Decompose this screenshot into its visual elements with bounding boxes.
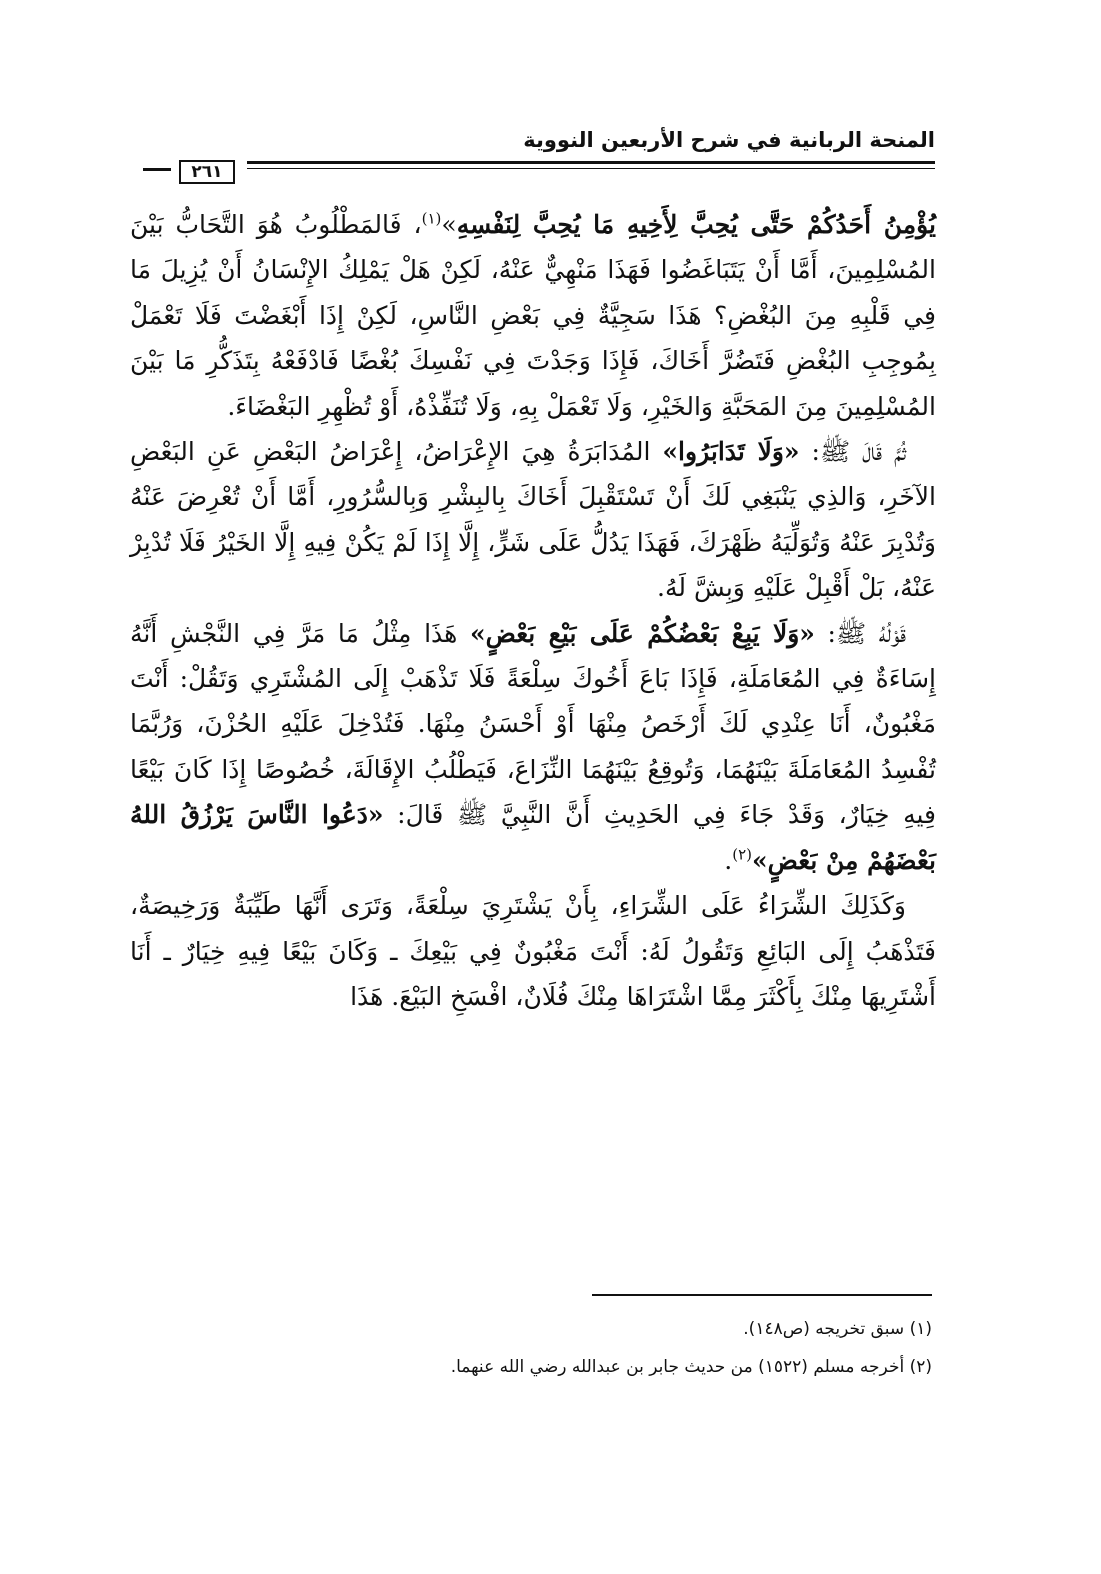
paragraph-4	[130, 883, 936, 1019]
hadith-quote: يُؤْمِنُ أَحَدُكُمْ حَتَّى يُحِبَّ لِأَخِيهِ مَا يُحِبَّ لِنَفْسِهِ	[456, 210, 936, 239]
footnote-ref-1: (١)	[421, 209, 442, 228]
paragraph-text: ، فَالمَطْلُوبُ هُوَ التَّحَابُّ بَيْنَ المُسْلِمِينَ، أَمَّا أَنْ يَتَبَاغَضُوا فَهَذَا مَنْهِيٌّ عَنْهُ، لَكِنْ هَلْ يَمْلِكُ الإِنْسَانُ أَنْ يُزِيلَ مَا فِي قَلْبِهِ مِنَ البُغْضِ؟ هَذَا سَجِيَّةٌ فِي بَعْضِ النَّاسِ، لَكِنْ إِذَا أَبْغَضْتَ فَلَا تَعْمَلْ بِمُوجِبِ البُغْضِ فَتَضُرَّ أَخَاكَ، فَإِذَا وَجَدْتَ فِي نَفْسِكَ بُغْضًا فَادْفَعْهُ بِتَذَكُّرِ مَا بَيْنَ المُسْلِمِينَ مِنَ المَحَبَّةِ وَالخَيْرِ، وَلَا تَعْمَلْ بِهِ، وَلَا تُنَفِّذْهُ، أَوْ تُظْهِرِ البَغْضَاءَ.	[130, 210, 936, 421]
hadith-quote: «وَلَا يَبِعْ بَعْضُكُمْ عَلَى بَيْعِ بَعْضٍ»	[469, 618, 815, 648]
paragraph-3: قَوْلُهُ ﷺ: «وَلَا يَبِعْ بَعْضُكُمْ عَلَى بَيْعِ بَعْضٍ» هَذَا مِثْلُ مَا مَرَّ فِي النَّجْشِ أَنَّهُ إِسَاءَةٌ فِي المُعَامَلَةِ، فَإِذَا بَاعَ أَخُوكَ سِلْعَةً فَلَا تَذْهَبْ إِلَى المُشْتَرِي وَتَقُلْ: أَنْتَ مَغْبُونٌ، أَنَا عِنْدِي لَكَ أَرْخَصُ مِنْهَا أَوْ أَحْسَنُ مِنْهَا. فَتُدْخِلَ عَلَيْهِ الحُزْنَ، وَرُبَّمَا تُفْسِدُ المُعَامَلَةَ بَيْنَهُمَا، وَتُوقِعُ بَيْنَهُمَا النِّزَاعَ، فَيَطْلُبُ الإِقَالَةَ، خُصُوصًا إِذَا كَانَ بَيْعًا فِيهِ خِيَارٌ، وَقَدْ جَاءَ فِي الحَدِيثِ أَنَّ النَّبِيَّ ﷺ قَالَ: «دَعُوا النَّاسَ يَرْزُقُ اللهُ بَعْضَهُمْ مِنْ بَعْضٍ»$^{(٢)}$.	[130, 618, 936, 875]
paragraph-2	[130, 429, 936, 611]
footnote-divider	[592, 1294, 932, 1296]
paragraph-text: هَذَا مِثْلُ مَا مَرَّ فِي النَّجْشِ أَنَّهُ إِسَاءَةٌ فِي المُعَامَلَةِ، فَإِذَا بَاعَ أَخُوكَ سِلْعَةً فَلَا تَذْهَبْ إِلَى المُشْتَرِي وَتَقُلْ: أَنْتَ مَغْبُونٌ، أَنَا عِنْدِي لَكَ أَرْخَصُ مِنْهَا أَوْ أَحْسَنُ مِنْهَا. فَتُدْخِلَ عَلَيْهِ الحُزْنَ، وَرُبَّمَا تُفْسِدُ المُعَامَلَةَ بَيْنَهُمَا، وَتُوقِعُ بَيْنَهُمَا النِّزَاعَ، فَيَطْلُبُ الإِقَالَةَ، خُصُوصًا إِذَا كَانَ بَيْعًا فِيهِ خِيَارٌ، وَقَدْ جَاءَ فِي الحَدِيثِ أَنَّ النَّبِيَّ ﷺ قَالَ:	[130, 618, 936, 830]
page-number: ٢٦١	[179, 160, 235, 184]
paragraph-1: يُؤْمِنُ أَحَدُكُمْ حَتَّى يُحِبَّ لِأَخِيهِ مَا يُحِبَّ لِنَفْسِهِ»$^{(١)}$، فَالمَطْلُوبُ هُوَ التَّحَابُّ بَيْنَ المُسْلِمِينَ، أَمَّا أَنْ يَتَبَاغَضُوا فَهَذَا مَنْهِيٌّ عَنْهُ، لَكِنْ هَلْ يَمْلِكُ الإِنْسَانُ أَنْ يُزِيلَ مَا فِي قَلْبِهِ مِنَ البُغْضِ؟ هَذَا سَجِيَّةٌ فِي بَعْضِ النَّاسِ، لَكِنْ إِذَا أَبْغَضْتَ فَلَا تَعْمَلْ بِمُوجِبِ البُغْضِ فَتَضُرَّ أَخَاكَ، فَإِذَا وَجَدْتَ فِي نَفْسِكَ بُغْضًا فَادْفَعْهُ بِتَذَكُّرِ مَا بَيْنَ المُسْلِمِينَ مِنَ المَحَبَّةِ وَالخَيْرِ، وَلَا تَعْمَلْ بِهِ، وَلَا تُنَفِّذْهُ، أَوْ تُظْهِرِ البَغْضَاءَ.	[130, 209, 936, 421]
footnote-1: (١) سبق تخريجه (ص١٤٨).	[743, 1319, 932, 1339]
hadith-quote: «وَلَا تَدَابَرُوا»	[662, 437, 800, 467]
header-rule-thin	[247, 168, 935, 169]
header-rule-thick	[247, 161, 935, 164]
main-text	[130, 202, 936, 1019]
footnotes	[300, 1310, 932, 1386]
footnote-ref-2: (٢)	[732, 845, 753, 864]
paragraph-lead: ثُمَّ قَالَ ﷺ:	[799, 437, 907, 467]
running-header	[135, 128, 935, 184]
footnote-2: (٢) أخرجه مسلم (١٥٢٢) من حديث جابر بن عبدالله رضي الله عنهما.	[450, 1357, 932, 1377]
hadith-quote: «دَعُوا النَّاسَ يَرْزُقُ اللهُ بَعْضَهُمْ مِنْ بَعْضٍ»	[130, 800, 936, 875]
paragraph-text: وَكَذَلِكَ الشِّرَاءُ عَلَى الشِّرَاءِ، بِأَنْ يَشْتَرِيَ سِلْعَةً، وَتَرَى أَنَّهَا طَيِّبَةٌ وَرَخِيصَةٌ، فَتَذْهَبُ إِلَى البَائِعِ وَتَقُولُ لَهُ: أَنْتَ مَغْبُونٌ فِي بَيْعِكَ ـ وَكَانَ بَيْعًا فِيهِ خِيَارٌ ـ أَنَا أَشْتَرِيهَا مِنْكَ بِأَكْثَرَ مِمَّا اشْتَرَاهَا مِنْكَ فُلَانٌ، افْسَخِ البَيْعَ. هَذَا	[130, 891, 936, 1011]
paragraph-lead: قَوْلُهُ ﷺ:	[814, 618, 906, 648]
paragraph-text: المُدَابَرَةُ هِيَ الإِعْرَاضُ، إِعْرَاضُ البَعْضِ عَنِ البَعْضِ الآخَرِ، وَالذِي يَنْبَغِي لَكَ أَنْ تَسْتَقْبِلَ أَخَاكَ بِالبِشْرِ وَبِالسُّرُورِ، أَمَّا أَنْ تُعْرِضَ عَنْهُ وَتُدْبِرَ عَنْهُ وَتُوَلِّيَهُ ظَهْرَكَ، فَهَذَا يَدُلُّ عَلَى شَرٍّ، إِلَّا إِذَا لَمْ يَكُنْ فِيهِ إِلَّا الخَيْرُ فَلَا تُدْبِرْ عَنْهُ، بَلْ أَقْبِلْ عَلَيْهِ وَبِشَّ لَهُ.	[130, 437, 936, 603]
book-title: المنحة الربانية في شرح الأربعين النووية	[523, 128, 935, 152]
header-rule-left	[143, 168, 171, 171]
